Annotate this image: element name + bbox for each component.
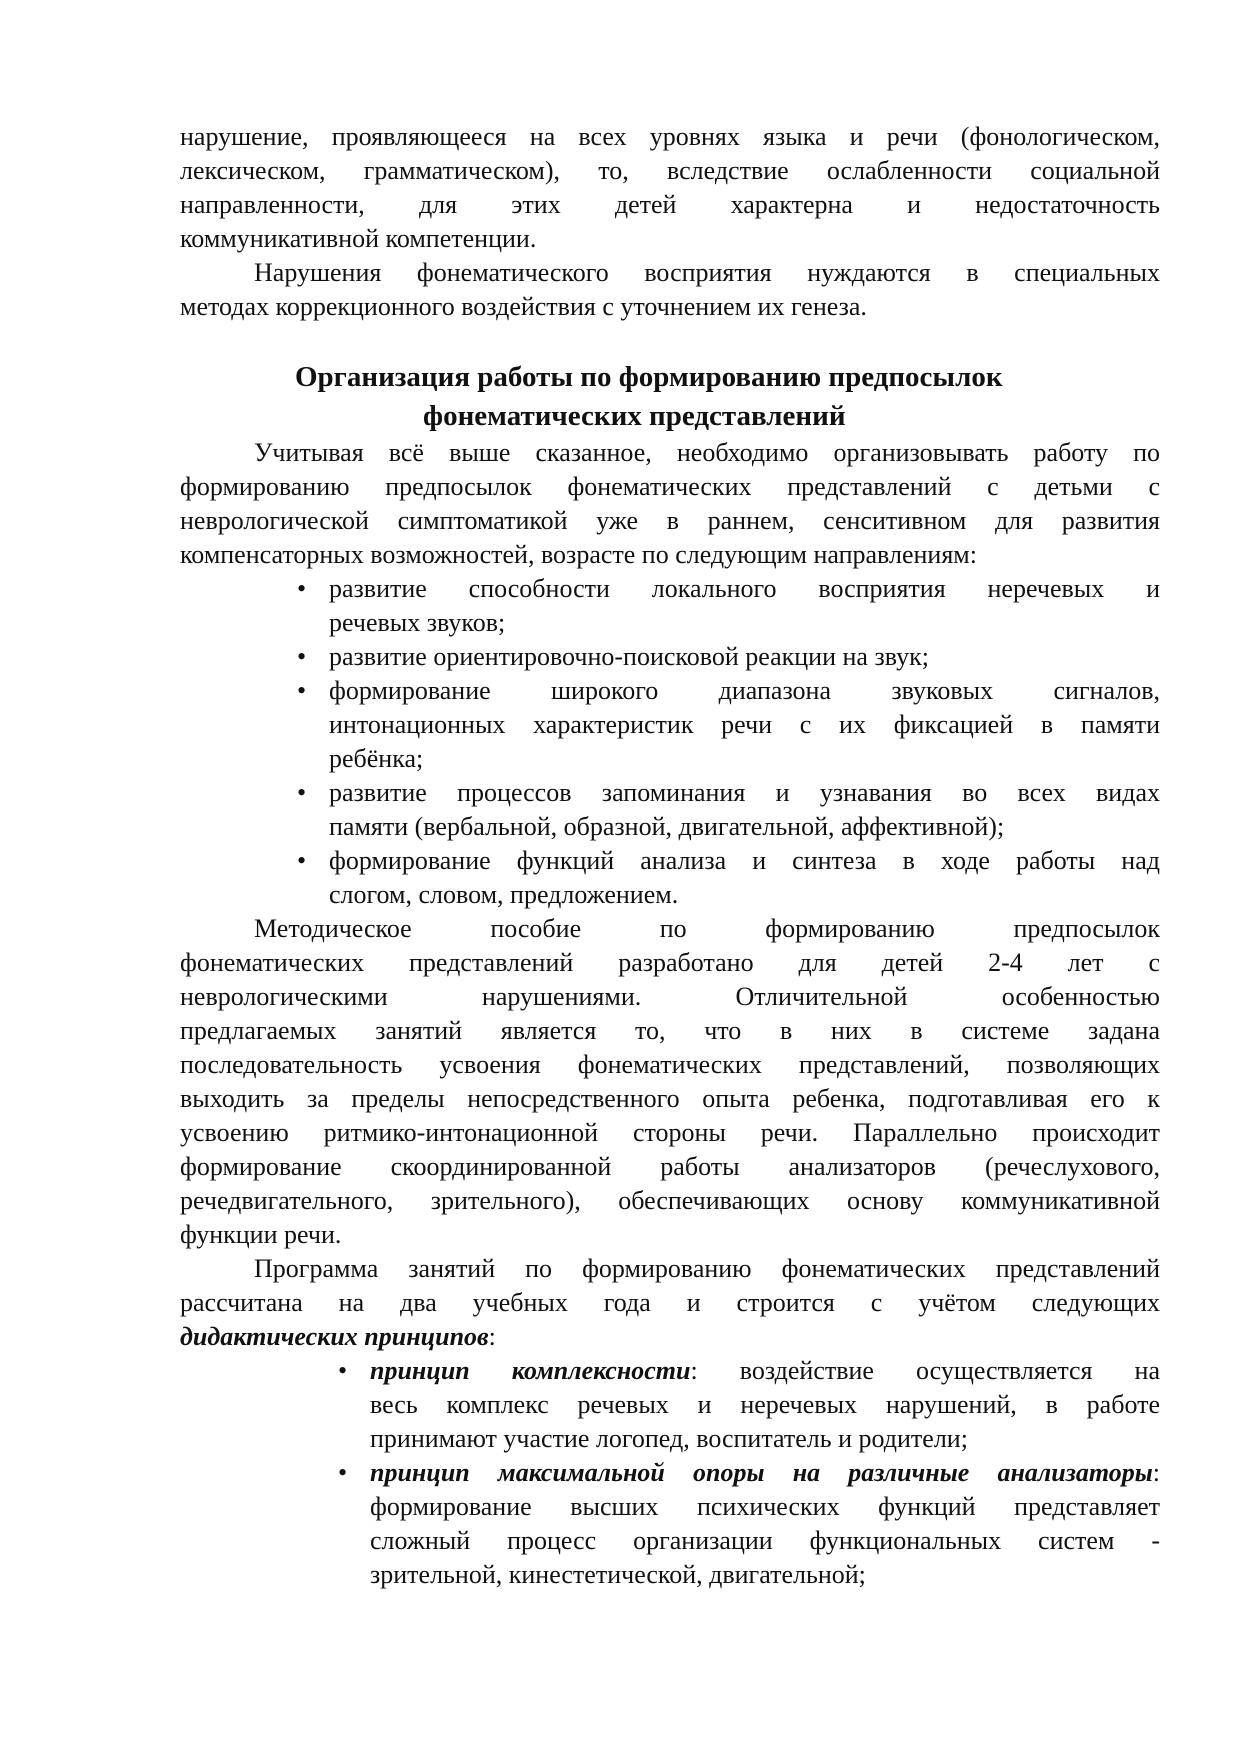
text-line: формирование функций анализа и синтеза в ходе работы над <box>329 846 1160 875</box>
text-line: усвоению ритмико-интонационной стороны речи. Параллельно происходит <box>180 1118 1160 1147</box>
text-line: нарушение, проявляющееся на всех уровнях языка и речи (фонологическом, <box>180 122 1160 151</box>
text-line: последовательность усвоения фонематических представлений, позволяющих <box>180 1050 1160 1079</box>
bullet-icon: • <box>297 846 307 875</box>
emphasized-term: принцип максимальной опоры на различные анализаторы <box>370 1458 1153 1487</box>
bullet-icon: • <box>338 1458 348 1487</box>
text-line: речедвигательного, зрительного), обеспечивающих основу коммуникативной <box>180 1186 1160 1215</box>
text-line: формированию предпосылок фонематических представлений с детьми с <box>180 472 1160 501</box>
list-item <box>338 1456 1160 1592</box>
text-line: ребёнка; <box>329 744 424 773</box>
text-line: лексическом, грамматическом), то, вследствие ослабленности социальной <box>180 156 1160 185</box>
text-line: формирование высших психических функций представляет <box>370 1492 1160 1521</box>
paragraph <box>180 1252 1160 1354</box>
text-line: компенсаторных возможностей, возрасте по следующим направлениям: <box>180 540 977 569</box>
text-line: весь комплекс речевых и неречевых нарушений, в работе <box>370 1390 1160 1419</box>
text-line: фонематических представлений разработано для детей 2-4 лет с <box>180 948 1160 977</box>
text-line: выходить за пределы непосредственного опыта ребенка, подготавливая его к <box>180 1084 1160 1113</box>
text-line: памяти (вербальной, образной, двигательной, аффективной); <box>329 812 1005 841</box>
heading-line: Организация работы по формированию предпосылок <box>295 361 1003 393</box>
text-line: функции речи. <box>180 1220 342 1249</box>
list-item <box>297 640 1160 674</box>
section-heading <box>180 358 1160 436</box>
text-line: Программа занятий по формированию фонематических представлений <box>254 1254 1160 1283</box>
line-text: : <box>1152 1458 1160 1487</box>
list-item <box>338 1354 1160 1456</box>
bullet-icon: • <box>297 778 307 807</box>
text-line: неврологическими нарушениями. Отличительной особенностью <box>180 982 1160 1011</box>
paragraph <box>180 120 1160 256</box>
text-line: предлагаемых занятий является то, что в них в системе задана <box>180 1016 1160 1045</box>
emphasized-term: дидактических принципов <box>180 1322 489 1351</box>
text-line: направленности, для этих детей характерна и недостаточность <box>180 190 1160 219</box>
text-line: Методическое пособие по формированию предпосылок <box>254 914 1160 943</box>
text-line: зрительной, кинестетической, двигательной; <box>370 1560 866 1589</box>
text-line: Учитывая всё выше сказанное, необходимо организовывать работу по <box>254 438 1160 467</box>
paragraph <box>180 436 1160 572</box>
text-line: формирование широкого диапазона звуковых сигналов, <box>329 676 1160 705</box>
bullet-icon: • <box>338 1356 348 1385</box>
text-line: принимают участие логопед, воспитатель и родители; <box>370 1424 968 1453</box>
text-line: слогом, словом, предложением. <box>329 880 679 909</box>
bullet-list <box>297 572 1160 912</box>
text-line: формирование скоординированной работы анализаторов (речеслухового, <box>180 1152 1160 1181</box>
bullet-icon: • <box>297 574 307 603</box>
list-item <box>297 674 1160 776</box>
list-item <box>297 844 1160 912</box>
emphasized-term: принцип комплексности <box>370 1356 691 1385</box>
text-line: развитие процессов запоминания и узнавания во всех видах <box>329 778 1160 807</box>
text-line: сложный процесс организации функциональных систем - <box>370 1526 1160 1555</box>
list-item <box>297 572 1160 640</box>
text-line: развитие способности локального восприятия неречевых и <box>329 574 1160 603</box>
text-line: речевых звуков; <box>329 608 506 637</box>
text-line: развитие ориентировочно-поисковой реакции на звук; <box>329 642 929 671</box>
bullet-list <box>338 1354 1160 1592</box>
paragraph <box>180 912 1160 1252</box>
line-text: : воздействие осуществляется на <box>690 1356 1160 1385</box>
bullet-icon: • <box>297 642 307 671</box>
text-line: интонационных характеристик речи с их фиксацией в памяти <box>329 710 1160 739</box>
line-text: : <box>488 1322 496 1351</box>
text-line: неврологической симптоматикой уже в раннем, сенситивном для развития <box>180 506 1160 535</box>
heading-line: фонематических представлений <box>423 400 846 432</box>
text-line: коммуникативной компетенции. <box>180 224 537 253</box>
document-page <box>180 120 1160 1592</box>
text-line <box>370 1354 1160 1388</box>
text-line <box>180 1320 1160 1354</box>
list-item <box>297 776 1160 844</box>
text-line: рассчитана на два учебных года и строится с учётом следующих <box>180 1288 1160 1317</box>
text-line: методах коррекционного воздействия с уточнением их генеза. <box>180 292 867 321</box>
text-line: Нарушения фонематического восприятия нуждаются в специальных <box>254 258 1160 287</box>
text-line <box>370 1456 1160 1490</box>
bullet-icon: • <box>297 676 307 705</box>
paragraph <box>180 256 1160 324</box>
